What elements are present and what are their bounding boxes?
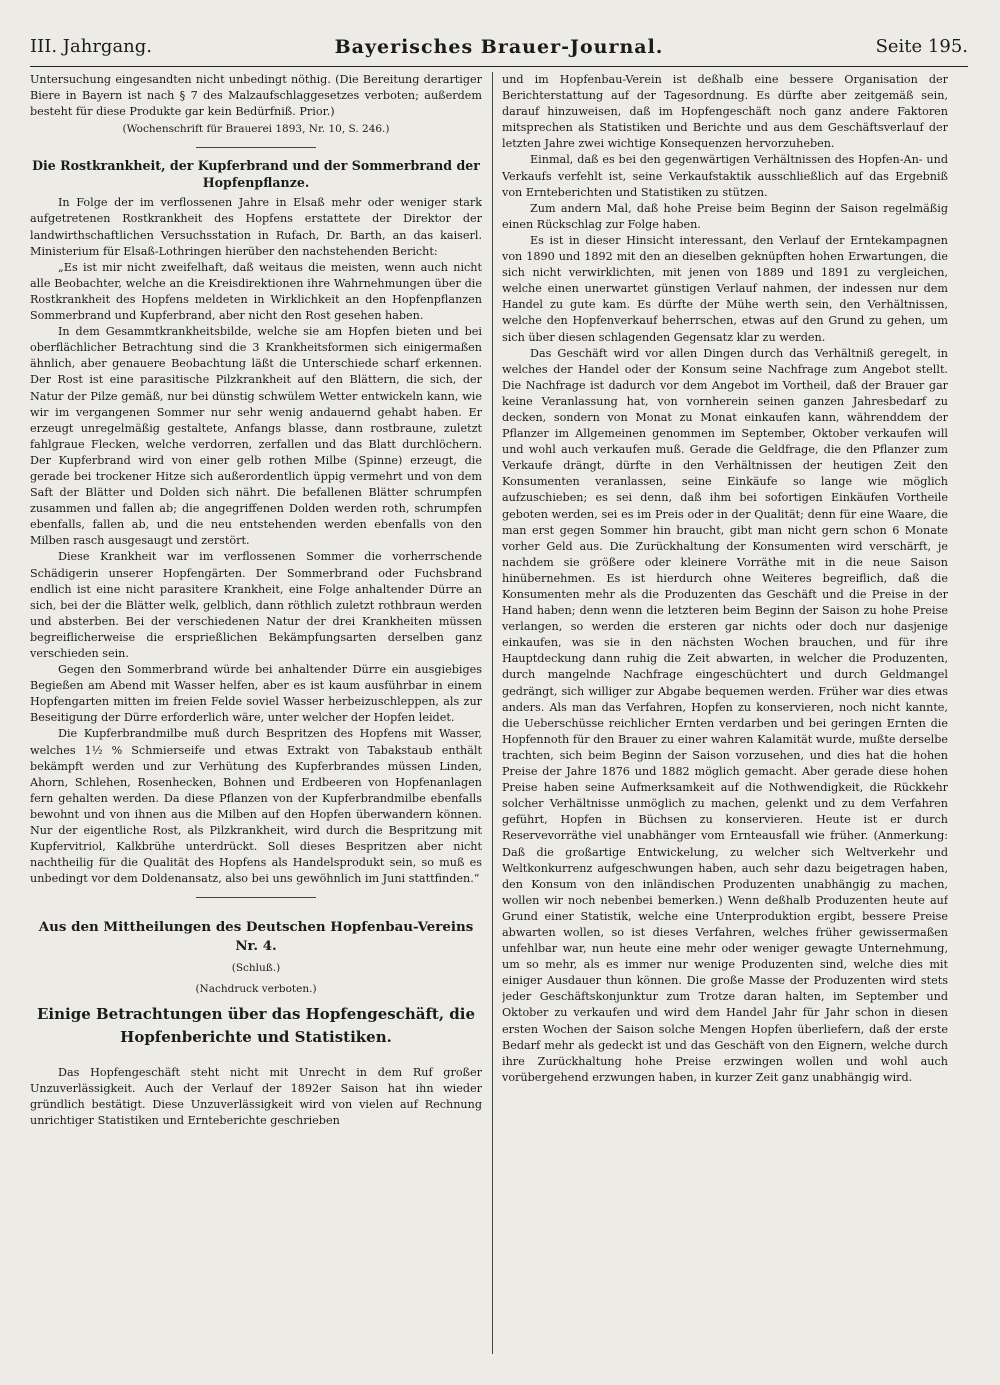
- paragraph: Die Kupferbrandmilbe muß durch Bespritzen des Hopfens mit Wasser, welches 1½ % Schmierseife und etwas Extrakt von Tabakstaub enthält bekämpft werden und zur Verhütung des Kupferbrandes müssen Linden, Ahorn, Schlehen, Rosenhecken, Bohnen und Erdbeeren von Hopfenanlagen fern gehalten werden. Da diese Pflanzen von der Kupferbrandmilbe ebenfalls bewohnt und von ihnen aus die Milben auf den Hopfen überwandern können. Nur der eigentliche Rost, als Pilzkrankheit, wird durch die Bespritzung mit Kupfervitriol, Kalkbrühe unterdrückt. Soll dieses Bespritzen aber nicht nachtheilig für die Qualität des Hopfens als Handelsprodukt sein, so muß es unbedingt vor dem Doldenansatz, also bei uns gewöhnlich im Juni stattfinden.“: [30, 727, 482, 886]
- volume-label: III. Jahrgang.: [30, 36, 153, 57]
- article-title-rust: Die Rostkrankheit, der Kupferbrand und der Sommerbrand der Hopfenpflanze.: [32, 158, 480, 191]
- source-citation: (Wochenschrift für Brauerei 1893, Nr. 10, S. 246.): [122, 123, 390, 136]
- paragraph: In dem Gesammtkrankheitsbilde, welche sie am Hopfen bieten und bei oberflächlicher Betrachtung sind die 3 Krankheitsformen sich einigermaßen ähnlich, aber genauere Beobachtung läßt die Unterschiede scharf erkennen. Der Rost ist eine parasitische Pilzkrankheit auf den Blättern, die sich, der Natur der Pilze gemäß, nur bei dünstig schwülem Wetter entwickeln kann, wie wir im vergangenen Sommer nur sehr wenig andauernd gehabt haben. Er erzeugt unregelmäßig gestaltete, Anfangs blasse, dann rostbraune, zuletzt fahlgraue Flecken, welche verdorren, zerfallen und das Blatt durchlöchern. Der Kupferbrand wird von einer gelb rothen Milbe (Spinne) erzeugt, die gerade bei trockener Hitze sich außerordentlich üppig vermehrt und von dem Saft der Blätter und Dolden sich nährt. Die befallenen Blätter schrumpfen zusammen und fallen ab; die angegriffenen Dolden werden roth, schrumpfen ebenfalls, fallen ab, und die neu entstehenden werden ebenfalls von den Milben rasch ausgesaugt und zerstört.: [30, 325, 482, 548]
- column-divider: [492, 72, 493, 1354]
- paragraph: „Es ist mir nicht zweifelhaft, daß weitaus die meisten, wenn auch nicht alle Beobachter, welche an die Kreisdirektionen ihre Wahrnehmungen über die Rostkrankheit des Hopfens meldeten in Wirklichkeit an den Hopfenpflanzen Sommerbrand und Kupferbrand, aber nicht den Rost gesehen haben.: [30, 260, 482, 323]
- paragraph: Das Geschäft wird vor allen Dingen durch das Verhältniß geregelt, in welches der Handel oder der Konsum seine Nachfrage zum Angebot stellt. Die Nachfrage ist dadurch vor dem Angebot im Vortheil, daß der Brauer gar keine Veranlassung hat, von vornherein seinen ganzen Jahresbedarf zu decken, sondern von Monat zu Monat einkaufen kann, währenddem der Pflanzer im Allgemeinen genommen im September, Oktober verkaufen will und wohl auch verkaufen muß. Gerade die Geldfrage, die den Pflanzer zum Verkaufe drängt, dürfte in den Verhältnissen der heutigen Zeit den Konsumenten veranlassen, seine Einkäufe so lange wie möglich aufzuschieben; es sei denn, daß ihm bei sofortigen Einkäufen Vortheile geboten werden, sei es im Preis oder in der Qualität; denn für eine Waare, die man erst gegen Sommer hin braucht, gibt man nicht gern schon 6 Monate vorher Geld aus. Die Zurückhaltung der Konsumenten wird verschärft, je nachdem sie größere oder kleinere Vorräthe mit in die neue Saison hinübernehmen. Es ist hierdurch ohne Weiteres begreiflich, daß die Konsumenten mehr als die Produzenten das Geschäft und die Preise in der Hand haben; denn wenn die letzteren beim Beginn der Saison zu hohe Preise verlangen, so werden die ersteren gar nichts oder doch nur dasjenige einkaufen, was sie in den nächsten Wochen brauchen, und für ihre Hauptdeckung dann ruhig die Zeit abwarten, in welcher die Produzenten, durch mangelnde Nachfrage eingeschüchtert und durch Geldmangel gedrängt, sich williger zur Abgabe bequemen werden. Früher war dies etwas anders. Als man das Verfahren, Hopfen zu konservieren, noch nicht kannte, die Ueberschüsse reichlicher Ernten verdarben und bei geringen Ernten die Hopfennoth für den Brauer zu einer wahren Kalamität wurde, mußte derselbe trachten, sich beim Beginn der Saison vorzusehen, und dies hat die hohen Preise der Jahre 1876 und 1882 möglich gemacht. Aber gerade diese hohen Preise haben seine Aufmerksamkeit auf die Nothwendigkeit, die Rückkehr solcher Verhältnisse unmöglich zu machen, gelenkt und zu dem Verfahren geführt, Hopfen in Büchsen zu konservieren. Heute ist er durch Reservevorräthe viel unabhänger vom Ernteausfall wie früher. (Anmerkung: Daß die großartige Entwickelung, zu welcher sich Weltverkehr und Weltkonkurrenz aufgeschwungen haben, auch sehr dazu beigetragen haben, den Konsum von den inländischen Produzenten unabhängig zu machen, wollen wir noch nebenbei bemerken.) Wenn deßhalb Produzenten heute auf Grund einer Statistik, welche eine Unterproduktion ergibt, bessere Preise abwarten wollen, so ist dieses Verfahren, welches früher gewissermaßen unfehlbar war, nun heute eine mehr oder weniger gewagte Unternehmung, um so mehr, als es immer nur wenige Produzenten sind, welche dies mit einiger Ausdauer thun können. Die große Masse der Produzenten wird stets jeder Geschäftskonjunktur zum Trotze daran halten, im September und Oktober zu verkaufen und wird dem Handel Jahr für Jahr schon in diesen ersten Wochen der Saison solche Mengen Hopfen überliefern, daß der erste Bedarf mehr als gedeckt ist und das Geschäft von den Eignern, welche durch ihre Zurückhaltung hohe Preise erzwingen wollen und wohl auch vorübergehend erzwungen haben, in kurzer Zeit ganz unabhängig wird.: [502, 346, 948, 1084]
- paragraph: Untersuchung eingesandten nicht unbedingt nöthig. (Die Bereitung derartiger Biere in Bayern ist nach § 7 des Malzaufschlaggesetzes verboten; außerdem besteht für diese Produkte gar kein Bedürfniß. Prior.): [30, 73, 482, 119]
- paragraph: Einmal, daß es bei den gegenwärtigen Verhältnissen des Hopfen-An- und Verkaufs verfehlt ist, seine Verkaufstaktik ausschließlich auf das Ergebniß von Ernteberichten und Statistiken zu stützen.: [502, 153, 948, 199]
- article-title-hopfenbau: Aus den Mittheilungen des Deutschen Hopfenbau-Vereins Nr. 4.: [38, 919, 474, 955]
- paragraph: und im Hopfenbau-Verein ist deßhalb eine bessere Organisation der Berichterstattung auf der Tagesordnung. Es dürfte aber zeitgemäß sein, darauf hinzuweisen, daß im Hopfengeschäft noch ganz andere Faktoren mitsprechen als Statistiken und Berichte und aus dem Geschäftsverlauf der letzten Jahre zwei wichtige Konsequenzen hervorzuheben.: [502, 73, 948, 151]
- left-column: [30, 72, 482, 1360]
- right-column: [502, 72, 948, 1360]
- continuation-note: (Schluß.): [231, 962, 281, 975]
- reprint-note: (Nachdruck verboten.): [195, 982, 317, 995]
- divider-rule: [196, 897, 316, 898]
- article-heading: Einige Betrachtungen über das Hopfengeschäft, die Hopfenberichte und Statistiken.: [37, 1004, 475, 1046]
- journal-title: Bayerisches Brauer-Journal.: [334, 36, 664, 58]
- paragraph: Diese Krankheit war im verflossenen Sommer die vorherrschende Schädigerin unserer Hopfengärten. Der Sommerbrand oder Fuchsbrand endlich ist eine nicht parasitere Krankheit, eine Folge anhaltender Dürre an sich, bei der die Blätter welk, gelblich, dann röthlich zuletzt rothbraun werden und absterben. Bei der verschiedenen Natur der drei Krankheiten müssen begreiflicherweise die ersprießlichen Bekämpfungsarten derselben ganz verschieden sein.: [30, 550, 482, 660]
- paragraph: Das Hopfengeschäft steht nicht mit Unrecht in dem Ruf großer Unzuverlässigkeit. Auch der Verlauf der 1892er Saison hat ihn wieder gründlich bestätigt. Diese Unzuverlässigkeit wird von vielen auf Rechnung unrichtiger Statistiken und Ernteberichte geschrieben: [30, 1065, 482, 1127]
- page-header: [30, 34, 968, 67]
- divider-rule: [196, 147, 316, 148]
- paragraph: Gegen den Sommerbrand würde bei anhaltender Dürre ein ausgiebiges Begießen am Abend mit Wasser helfen, aber es ist kaum ausführbar in einem Hopfengarten mitten im freien Felde soviel Wasser herbeizuschleppen, als zur Beseitigung der Dürre erforderlich wäre, unter welcher der Hopfen leidet.: [30, 663, 482, 725]
- paragraph: In Folge der im verflossenen Jahre in Elsaß mehr oder weniger stark aufgetretenen Rostkrankheit des Hopfens erstattete der Direktor der landwirthschaftlichen Versuchsstation in Rufach, Dr. Barth, an das kaiserl. Ministerium für Elsaß-Lothringen hierüber den nachstehenden Bericht:: [30, 196, 482, 258]
- paragraph: Zum andern Mal, daß hohe Preise beim Beginn der Saison regelmäßig einen Rückschlag zur Folge haben.: [502, 201, 948, 231]
- paragraph: Es ist in dieser Hinsicht interessant, den Verlauf der Erntekampagnen von 1890 und 1892 mit den an dieselben geknüpften hohen Erwartungen, die sich nicht verwirklichten, mit jenen von 1889 und 1891 zu vergleichen, welche einen unerwartet günstigen Verlauf nahmen, der indessen nur dem Handel zu gute kam. Es dürfte der Mühe werth sein, den Verhältnissen, welche den Hopfenverkauf beherrschen, etwas auf den Grund zu gehen, um sich über diesen schlagenden Gegensatz klar zu werden.: [502, 233, 948, 344]
- page-number: Seite 195.: [875, 36, 968, 57]
